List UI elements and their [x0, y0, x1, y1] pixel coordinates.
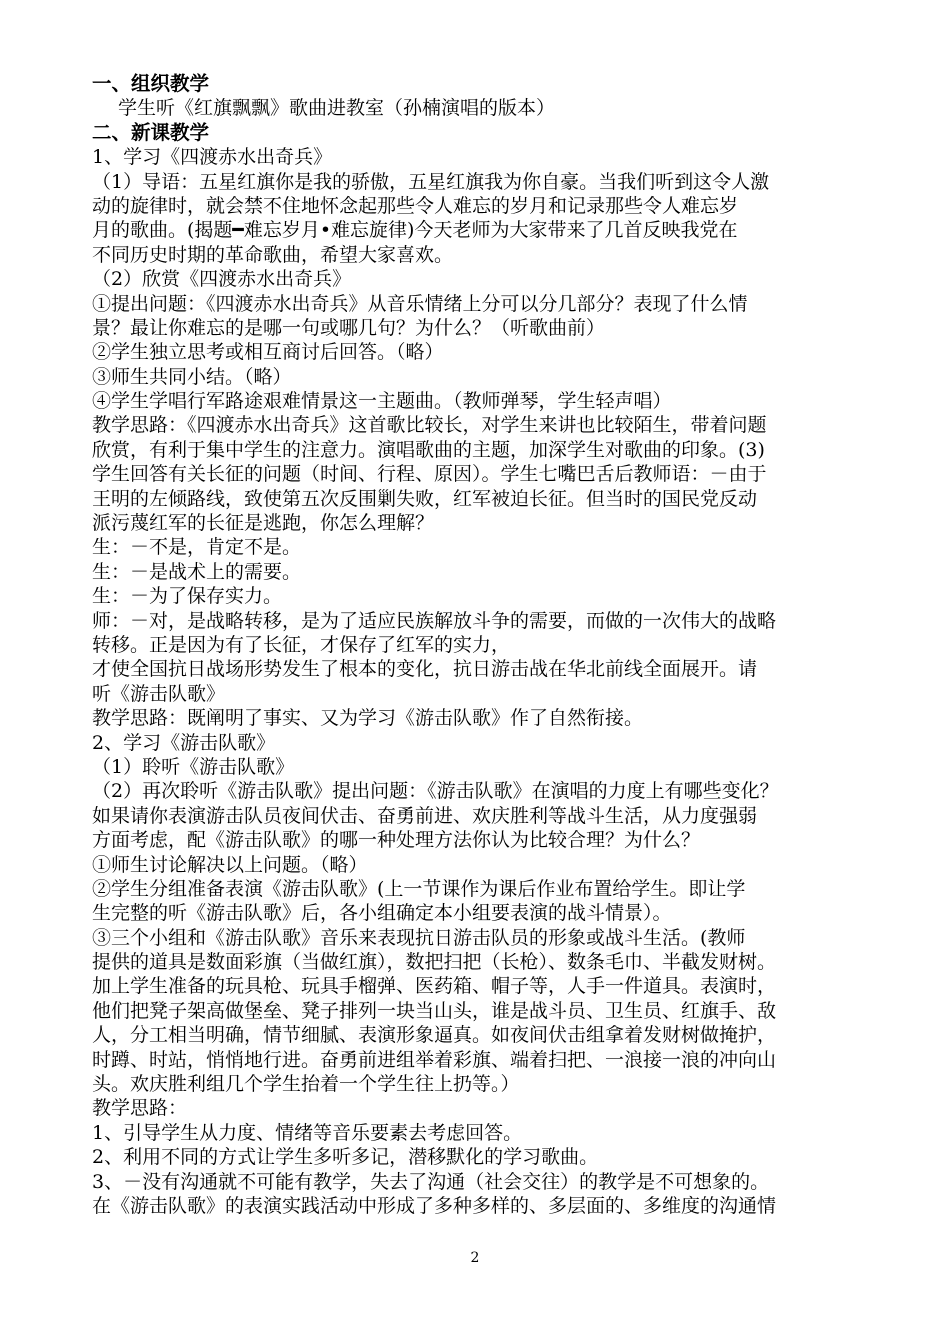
- text-line: ④学生学唱行军路途艰难情景这一主题曲。（教师弹琴，学生轻声唱）: [92, 390, 672, 413]
- text-line: 转移。正是因为有了长征，才保存了红军的实力，: [92, 633, 511, 656]
- text-line: （1）聆听《游击队歌》: [92, 755, 295, 778]
- text-line: 加上学生准备的玩具枪、玩具手榴弹、医药箱、帽子等，人手一件道具。表演时，: [92, 975, 777, 998]
- text-line: 月的歌曲。(揭题━难忘岁月•难忘旋律)今天老师为大家带来了几首反映我党在: [92, 219, 738, 242]
- text-line: 生：－为了保存实力。: [92, 585, 283, 608]
- document-body: [92, 72, 862, 1218]
- text-line: 2、利用不同的方式让学生多听多记，潜移默化的学习歌曲。: [92, 1146, 599, 1169]
- text-line: 在《游击队歌》的表演实践活动中形成了多种多样的、多层面的、多维度的沟通情: [92, 1194, 777, 1217]
- text-line: 1、引导学生从力度、情绪等音乐要素去考虑回答。: [92, 1121, 523, 1144]
- text-line: 生完整的听《游击队歌》后，各小组确定本小组要表演的战斗情景）。: [92, 902, 672, 925]
- text-line: ②学生分组准备表演《游击队歌》(上一节课作为课后作业布置给学生。即让学: [92, 877, 746, 900]
- text-line: ③三个小组和《游击队歌》音乐来表现抗日游击队员的形象或战斗生活。(教师: [92, 926, 746, 949]
- text-line: 学生回答有关长征的问题（时间、行程、原因）。学生七嘴巴舌后教师语：－由于: [92, 463, 767, 486]
- text-line: （2）再次聆听《游击队歌》提出问题：《游击队歌》在演唱的力度上有哪些变化？: [92, 780, 779, 803]
- text-line: 教学思路：既阐明了事实、又为学习《游击队歌》作了自然衔接。: [92, 707, 644, 730]
- text-line: 景？最让你难忘的是哪一句或哪几句？为什么？（听歌曲前）: [92, 316, 606, 339]
- text-line: ③师生共同小结。（略）: [92, 365, 292, 388]
- text-line: 3、－没有沟通就不可能有教学，失去了沟通（社会交往）的教学是不可想象的。: [92, 1170, 770, 1193]
- text-line: 听《游击队歌》: [92, 682, 226, 705]
- text-line: ①师生讨论解决以上问题。（略）: [92, 853, 368, 876]
- text-line: 1、学习《四渡赤水出奇兵》: [92, 146, 333, 169]
- text-line: 派污蔑红军的长征是逃跑，你怎么理解？: [92, 512, 435, 535]
- section-heading-new-lesson: 二、新课教学: [92, 120, 210, 144]
- text-line: 学生听《红旗飘飘》歌曲进教室（孙楠演唱的版本）: [118, 97, 556, 120]
- text-line: 头。欢庆胜利组几个学生抬着一个学生往上扔等。）: [92, 1073, 520, 1096]
- text-line: 2、学习《游击队歌》: [92, 731, 276, 754]
- text-line: （2）欣赏《四渡赤水出奇兵》: [92, 268, 352, 291]
- text-line: 人，分工相当明确，情节细腻、表演形象逼真。如夜间伏击组拿着发财树做掩护，: [92, 1024, 777, 1047]
- text-line: 时蹲、时站，悄悄地行进。奋勇前进组举着彩旗、端着扫把、一浪接一浪的冲向山: [92, 1048, 777, 1071]
- text-line: 才使全国抗日战场形势发生了根本的变化，抗日游击战在华北前线全面展开。请: [92, 658, 758, 681]
- text-line: 动的旋律时，就会禁不住地怀念起那些令人难忘的岁月和记录那些令人难忘岁: [92, 194, 739, 217]
- text-line: 教学思路：: [92, 1097, 188, 1120]
- text-line: 提供的道具是数面彩旗（当做红旗），数把扫把（长枪）、数条毛巾、半截发财树。: [92, 951, 777, 974]
- text-line: 他们把凳子架高做堡垒、凳子排列一块当山头，谁是战斗员、卫生员、红旗手、敌: [92, 999, 777, 1022]
- text-line: 王明的左倾路线，致使第五次反围剿失败，红军被迫长征。但当时的国民党反动: [92, 487, 758, 510]
- text-line: 教学思路：《四渡赤水出奇兵》这首歌比较长，对学生来讲也比较陌生，带着问题: [92, 414, 767, 437]
- text-line: 不同历史时期的革命歌曲，希望大家喜欢。: [92, 243, 454, 266]
- text-line: 师：－对，是战略转移，是为了适应民族解放斗争的需要，而做的一次伟大的战略: [92, 609, 777, 632]
- text-line: ②学生独立思考或相互商讨后回答。（略）: [92, 341, 444, 364]
- page-number: 2: [470, 1250, 480, 1266]
- text-line: 生：－不是，肯定不是。: [92, 536, 302, 559]
- text-line: 欣赏，有利于集中学生的注意力。演唱歌曲的主题，加深学生对歌曲的印象。(3): [92, 438, 765, 461]
- text-line: 方面考虑，配《游击队歌》的哪一种处理方法你认为比较合理？为什么？: [92, 829, 701, 852]
- text-line: ①提出问题：《四渡赤水出奇兵》从音乐情绪上分可以分几部分？表现了什么情: [92, 292, 748, 315]
- text-line: 生：－是战术上的需要。: [92, 560, 302, 583]
- section-heading-organize: 一、组织教学: [92, 72, 210, 95]
- text-line: （1）导语：五星红旗你是我的骄傲，五星红旗我为你自豪。当我们听到这令人激: [92, 170, 770, 193]
- text-line: 如果请你表演游击队员夜间伏击、奋勇前进、欢庆胜利等战斗生活，从力度强弱: [92, 804, 758, 827]
